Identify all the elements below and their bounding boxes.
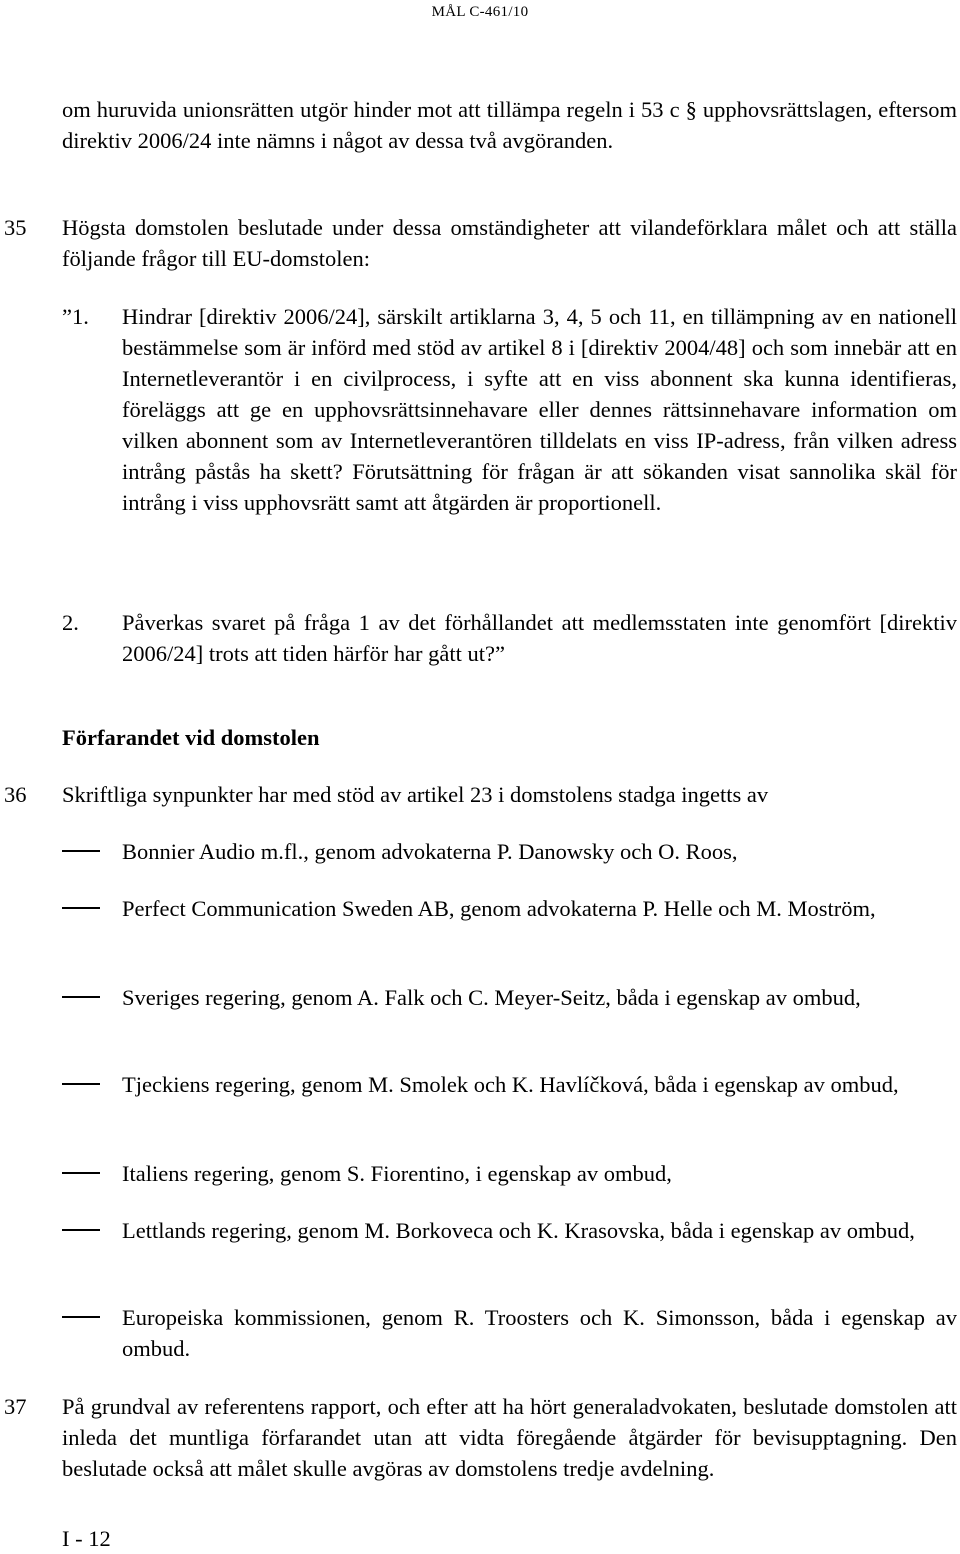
list-item (62, 1302, 957, 1364)
dash-bullet (62, 907, 100, 909)
list-item (62, 1069, 957, 1100)
list-item-text: Tjeckiens regering, genom M. Smolek och K. Havlíčková, båda i egenskap av ombud, (122, 1072, 899, 1097)
dash-bullet (62, 1229, 100, 1231)
list-item (62, 836, 957, 867)
list-item (62, 893, 957, 924)
question-1 (62, 301, 957, 518)
list-item-text: Lettlands regering, genom M. Borkoveca och K. Krasovska, båda i egenskap av ombud, (122, 1218, 915, 1243)
list-item (62, 982, 957, 1013)
page-number: I - 12 (62, 1526, 111, 1551)
list-item-text: Italiens regering, genom S. Fiorentino, i egenskap av ombud, (122, 1161, 672, 1186)
question-2-number: 2. (62, 610, 79, 635)
paragraph-number-36: 36 (4, 782, 27, 807)
dash-bullet (62, 1172, 100, 1174)
list-item-text: Sveriges regering, genom A. Falk och C. Meyer-Seitz, båda i egenskap av ombud, (122, 985, 861, 1010)
question-1-text: Hindrar [direktiv 2006/24], särskilt artiklarna 3, 4, 5 och 11, en tillämpning av en nationell bestämmelse som är införd med stöd av artikel 8 i [direktiv 2004/48] och som innebär att en Internetleverantör i en civilprocess, i syfte att en viss abonnent ska kunna identifieras, föreläggs att ge en upphovsrättsinnehavare eller dennes rättsinnehavare information om vilken abonnent som av Internetleverantören tilldelats en viss IP-adress, från vilken adress intrång påstås ha skett? Förutsättning för frågan är att sökanden visat sannolika skäl för intrång i viss upphovsrätt samt att åtgärden är proportionell. (122, 304, 957, 515)
question-1-number: ”1. (62, 304, 89, 329)
question-2 (62, 607, 957, 669)
dash-bullet (62, 1083, 100, 1085)
list-item (62, 1158, 957, 1189)
paragraph-36-text: Skriftliga synpunkter har med stöd av artikel 23 i domstolens stadga ingetts av (62, 782, 769, 807)
paragraph-number-35: 35 (4, 215, 27, 240)
dash-bullet (62, 850, 100, 852)
section-heading: Förfarandet vid domstolen (62, 725, 320, 750)
list-item (62, 1215, 957, 1246)
dash-bullet (62, 1316, 100, 1318)
question-2-text: Påverkas svaret på fråga 1 av det förhållandet att medlemsstaten inte genomfört [direktiv 2006/24] trots att tiden härför har gått ut?” (122, 610, 957, 666)
paragraph-37-text: På grundval av referentens rapport, och efter att ha hört generaladvokaten, beslutade domstolen att inleda det muntliga förfarandet utan att vidta föregående åtgärder för bevisupptagning. Den beslutade också att målet skulle avgöras av domstolens tredje avdelning. (62, 1394, 957, 1481)
paragraph-number-37: 37 (4, 1394, 27, 1419)
list-item-text: Bonnier Audio m.fl., genom advokaterna P. Danowsky och O. Roos, (122, 839, 738, 864)
list-item-text: Perfect Communication Sweden AB, genom advokaterna P. Helle och M. Moström, (122, 896, 876, 921)
list-item-text: Europeiska kommissionen, genom R. Troosters och K. Simonsson, båda i egenskap av ombud. (122, 1305, 957, 1361)
continuation-paragraph: om huruvida unionsrätten utgör hinder mot att tillämpa regeln i 53 c § upphovsrättslagen, eftersom direktiv 2006/24 inte nämns i något av dessa två avgöranden. (62, 97, 957, 153)
paragraph-35-text: Högsta domstolen beslutade under dessa omständigheter att vilandeförklara målet och att ställa följande frågor till EU-domstolen: (62, 215, 957, 271)
case-reference-header: MÅL C-461/10 (431, 4, 529, 20)
dash-bullet (62, 996, 100, 998)
